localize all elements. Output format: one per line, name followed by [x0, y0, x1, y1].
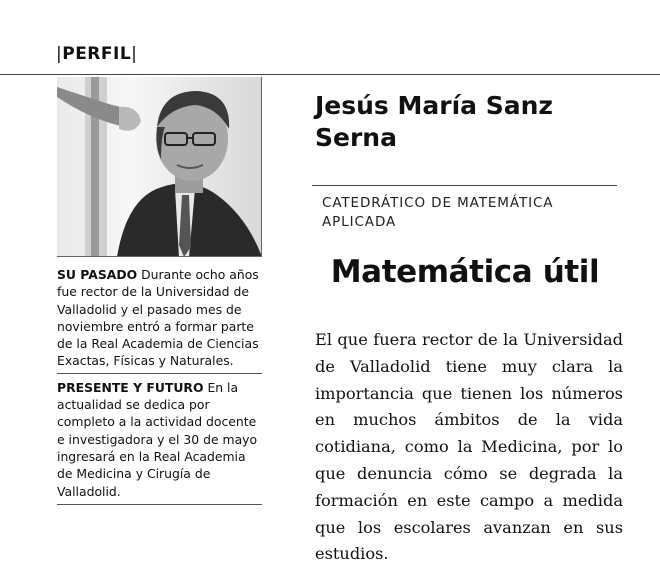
- past-label: SU PASADO: [57, 267, 138, 282]
- article-body: El que fuera rector de la Universidad de Valladolid tiene muy clara la importancia que tienen los números en muchos ámbitos de la vida cotidiana, como la Medicina, por lo que denuncia cómo se degrada la formación en este campo a medida que los escolares avanzan en sus estudios.: [315, 330, 623, 564]
- future-label: PRESENTE Y FUTURO: [57, 379, 204, 395]
- section-bar-left: |: [56, 44, 63, 64]
- role-rule: [312, 185, 617, 186]
- future-section: [57, 374, 262, 505]
- section-bar-right: |: [131, 44, 138, 64]
- future-text: En la actualidad se dedica por completo a la actividad docente e investigadora y el 30 de mayo ingresará en la Real Academia de Medicina y Cirugía de Valladolid.: [57, 379, 258, 499]
- person-role: CATEDRÁTICO DE MATEMÁTICA APLICADA: [322, 195, 554, 230]
- past-text: Durante ocho años fue rector de la Universidad de Valladolid y el pasado mes de noviembre entró a formar parte de la Real Academia de Ciencias Exactas, Físicas y Naturales.: [57, 267, 259, 369]
- portrait-photo: [57, 77, 262, 257]
- past-section: [57, 266, 262, 374]
- top-rule: [0, 74, 660, 75]
- portrait-illustration: [57, 77, 262, 257]
- person-name: Jesús María Sanz Serna: [315, 91, 553, 152]
- section-label: PERFIL: [62, 44, 132, 64]
- article-headline: Matemática útil: [330, 254, 600, 290]
- section-tag: [56, 44, 137, 64]
- sidebar: [57, 266, 262, 505]
